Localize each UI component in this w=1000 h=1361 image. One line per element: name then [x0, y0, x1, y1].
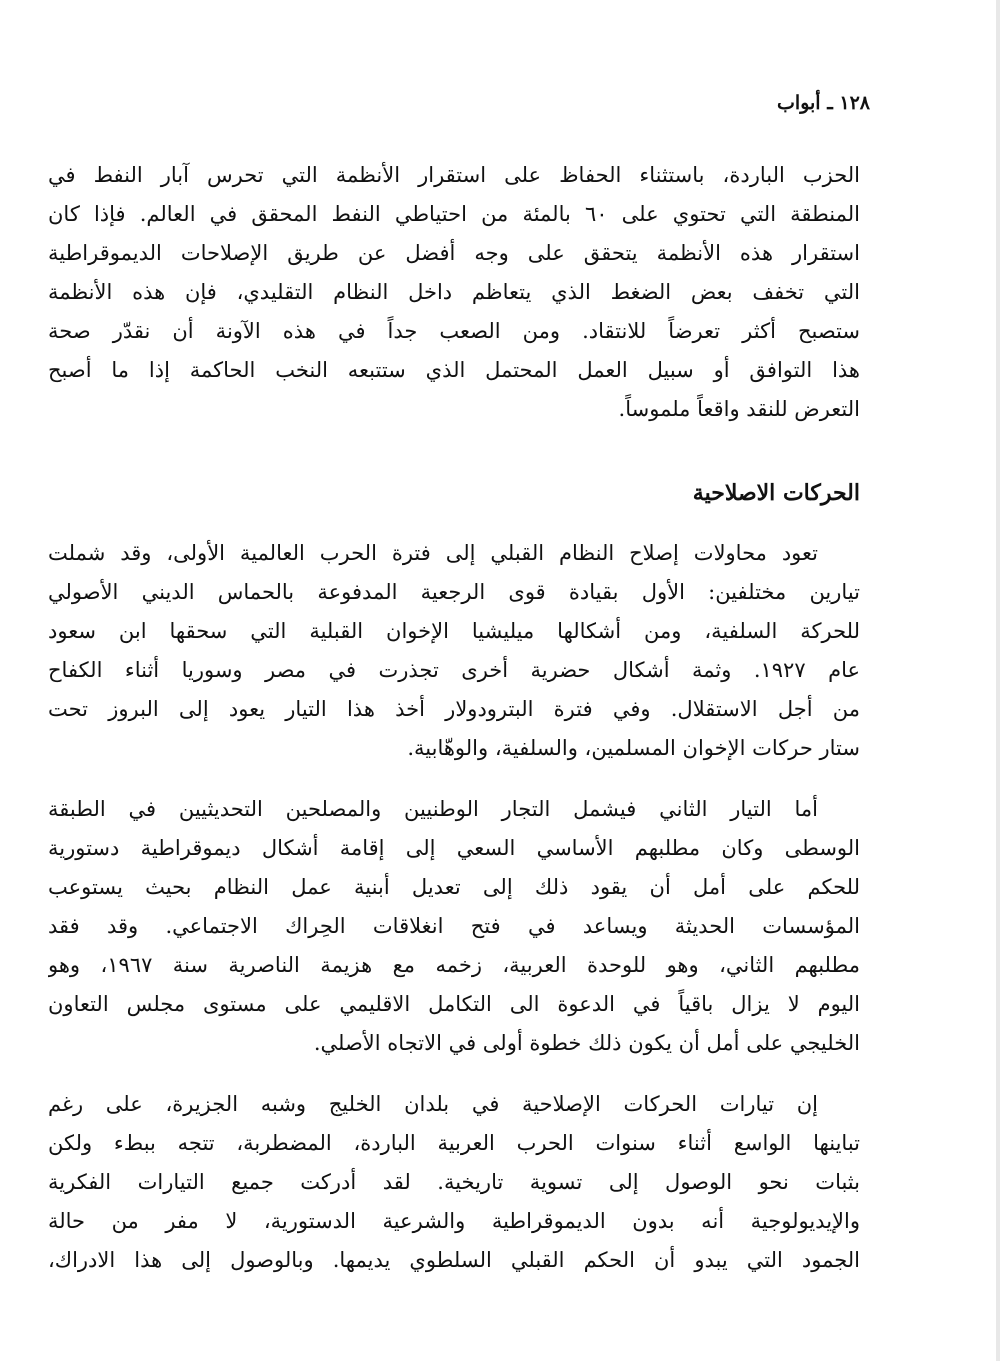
text-line: بثبات نحو الوصول إلى تسوية تاريخية. لقد أدركت جميع التيارات الفكرية	[48, 1170, 860, 1194]
text-line: أما التيار الثاني فيشمل التجار الوطنيين والمصلحين التحديثيين في الطبقة	[48, 797, 818, 821]
text-line: المؤسسات الحديثة ويساعد في فتح انغلاقات الحِراك الاجتماعي. وقد فقد	[48, 914, 860, 938]
text-line: المنطقة التي تحتوي على ٦٠ بالمئة من احتياطي النفط المحقق في العالم. فإذا كان	[48, 202, 860, 226]
text-line: مطلبهم الثاني، وهو للوحدة العربية، زخمه مع هزيمة الناصرية سنة ١٩٦٧، وهو	[48, 953, 860, 977]
paragraph-4	[48, 1085, 860, 1280]
text-line: الحزب الباردة، باستثناء الحفاظ على استقرار الأنظمة التي تحرس آبار النفط في	[48, 163, 860, 187]
text-line: للحركة السلفية، ومن أشكالها ميليشيا الإخوان القبلية التي سحقها ابن سعود	[48, 619, 860, 643]
text-line: الجمود التي يبدو أن الحكم القبلي السلطوي يديمها. وبالوصول إلى هذا الادراك،	[48, 1248, 860, 1272]
text-line: استقرار هذه الأنظمة يتحقق على وجه أفضل عن طريق الإصلاحات الديموقراطية	[48, 241, 860, 265]
text-line: الخليجي على أمل أن يكون ذلك خطوة أولى في الاتجاه الأصلي.	[313, 1031, 860, 1055]
text-line: الوسطى وكان مطلبهم الأساسي السعي إلى إقامة أشكال ديموقراطية دستورية	[48, 836, 860, 860]
text-line: إن تيارات الحركات الإصلاحية في بلدان الخليج وشبه الجزيرة، على رغم	[48, 1092, 818, 1116]
text-line: التعرض للنقد واقعاً ملموساً.	[618, 397, 860, 421]
paragraph-2	[48, 534, 860, 768]
page-edge-shadow	[996, 0, 1000, 1361]
text-line: تباينها الواسع أثناء سنوات الحرب العربية الباردة، المضطربة، تتجه ببطء ولكن	[48, 1131, 860, 1155]
text-line: التي تخفف بعض الضغط الذي يتعاظم داخل النظام التقليدي، فإن هذه الأنظمة	[48, 280, 860, 304]
running-head: ١٢٨ ـ أبواب	[777, 92, 870, 114]
paragraph-1	[48, 156, 860, 429]
text-line: ستصبح أكثر تعرضاً للانتقاد. ومن الصعب جداً في هذه الآونة أن نقدّر صحة	[48, 319, 860, 343]
text-line: من أجل الاستقلال. وفي فترة البترودولار أخذ هذا التيار يعود إلى البروز تحت	[48, 697, 860, 721]
text-line: اليوم لا يزال باقياً في الدعوة الى التكامل الاقليمي على مستوى مجلس التعاون	[48, 992, 860, 1016]
text-line: عام ١٩٢٧. وثمة أشكال حضرية أخرى تجذرت في مصر وسوريا أثناء الكفاح	[48, 658, 860, 682]
text-line: ستار حركات الإخوان المسلمين، والسلفية، والوهّابية.	[407, 736, 860, 760]
text-line: للحكم على أمل أن يقود ذلك إلى تعديل أبنية عمل النظام بحيث يستوعب	[48, 875, 860, 899]
text-line: تيارين مختلفين: الأول بقيادة قوى الرجعية المدفوعة بالحماس الديني الأصولي	[48, 580, 860, 604]
paragraph-3	[48, 790, 860, 1063]
section-heading: الحركات الاصلاحية	[692, 480, 860, 506]
text-line: تعود محاولات إصلاح النظام القبلي إلى فترة الحرب العالمية الأولى، وقد شملت	[48, 541, 818, 565]
text-line: هذا التوافق أو سبيل العمل المحتمل الذي ستتبعه النخب الحاكمة إذا ما أصبح	[48, 358, 860, 382]
text-line: والإيديولوجية أنه بدون الديموقراطية والشرعية الدستورية، لا مفر من حالة	[48, 1209, 860, 1233]
